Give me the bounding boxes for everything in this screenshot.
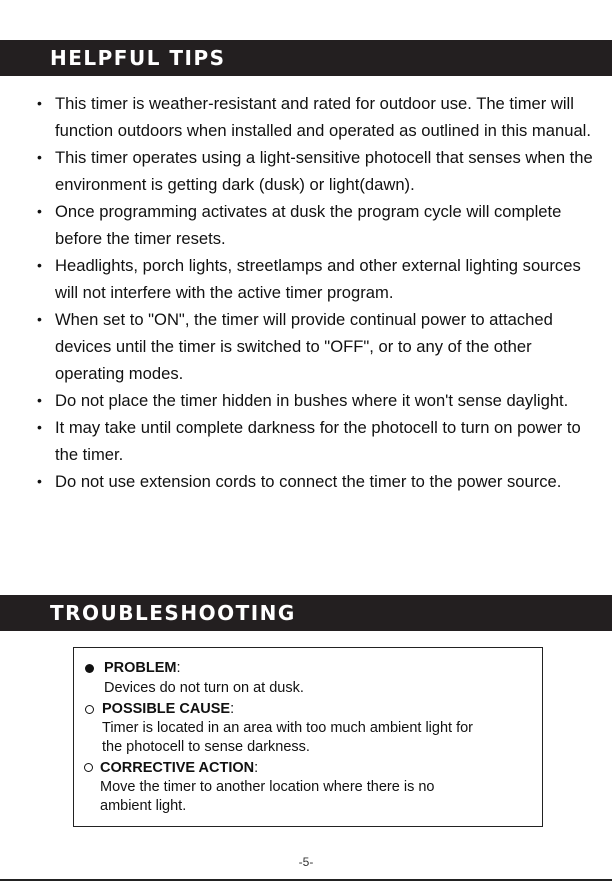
action-text-line: ambient light. [100,798,187,814]
cause-label: POSSIBLE CAUSE [102,701,231,717]
problem-label: PROBLEM [104,660,177,676]
problem-heading: PROBLEM: [104,660,181,676]
bullet-icon: • [37,311,42,327]
hollow-circle-icon [85,705,94,714]
tip-item [35,387,600,414]
action-label: CORRECTIVE ACTION [100,760,255,776]
tip-text: This timer operates using a light-sensitive photocell that senses when the environment is getting dark (dusk) or light(dawn). [55,148,593,194]
cause-heading: POSSIBLE CAUSE: [102,701,235,717]
tip-text: Once programming activates at dusk the program cycle will complete before the timer resets. [55,202,562,248]
hollow-circle-icon [84,763,93,772]
tip-item [35,90,600,144]
bullet-icon: • [37,257,42,273]
troubleshooting-box [73,647,543,827]
tip-text: When set to "ON", the timer will provide continual power to attached devices until the timer is switched to "OFF", or to any of the other operating modes. [55,310,553,383]
bullet-icon: • [37,149,42,165]
troubleshooting-banner [0,595,612,631]
bullet-icon: • [37,473,42,489]
tip-item [35,468,600,495]
tip-item [35,198,600,252]
filled-circle-icon [85,664,94,673]
cause-text-line: the photocell to sense darkness. [102,739,310,755]
action-heading: CORRECTIVE ACTION: [100,760,259,776]
helpful-tips-banner [0,40,612,76]
bullet-icon: • [37,392,42,408]
tip-text: Do not use extension cords to connect the timer to the power source. [55,472,562,491]
troubleshooting-heading: TROUBLESHOOTING [50,601,296,625]
tip-item [35,306,600,387]
action-text-line: Move the timer to another location where there is no [100,779,435,795]
helpful-tips-heading: HELPFUL TIPS [50,46,226,70]
problem-text: Devices do not turn on at dusk. [104,680,304,696]
page-number: -5- [298,855,314,869]
bullet-icon: • [37,95,42,111]
tip-item [35,252,600,306]
tip-text: Do not place the timer hidden in bushes where it won't sense daylight. [55,391,569,410]
tip-text: Headlights, porch lights, streetlamps and other external lighting sources will not interfere with the active timer program. [55,256,581,302]
bullet-icon: • [37,419,42,435]
helpful-tips-list [35,90,600,495]
tip-item [35,144,600,198]
bullet-icon: • [37,203,42,219]
tip-text: This timer is weather-resistant and rated for outdoor use. The timer will function outdoors when installed and operated as outlined in this manual. [55,94,591,140]
cause-text-line: Timer is located in an area with too much ambient light for [102,720,473,736]
tip-item [35,414,600,468]
tip-text: It may take until complete darkness for the photocell to turn on power to the timer. [55,418,581,464]
bottom-divider [0,879,612,881]
